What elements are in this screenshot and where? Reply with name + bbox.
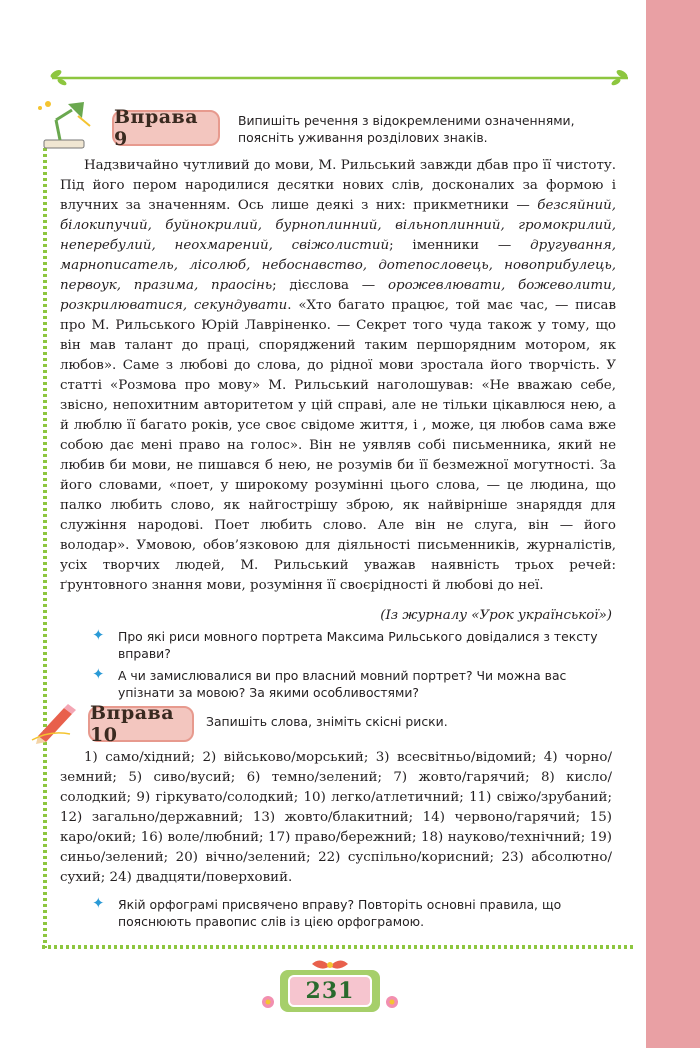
pencil-icon: [30, 700, 86, 744]
exercise-10-badge: Вправа 10: [88, 706, 194, 742]
exercise-9-prompt: Випишіть речення з відокремленими означеннями, поясніть уживання розділових знаків.: [238, 113, 575, 145]
exercise-9-source: (Із журналу «Урок української»): [380, 608, 612, 623]
star-bullet-icon: ✦: [92, 626, 105, 644]
text-run: ; дієслова —: [272, 278, 388, 293]
question-text: Про які риси мовного портрета Максима Рильського довідалися з тексту вправи?: [118, 629, 598, 661]
exercise-9-paragraph: [60, 156, 616, 596]
left-dotted-border: [42, 148, 48, 948]
text-run: . «Хто багато працює, той має час, — писав про М. Рильського Юрій Лавріненко. — Секрет того чуда також у тому, що він мав талант до праці, споряджений таким першорядним мотором, як любов». Саме з любові до слова, до рідної мови зростала його творчість. У статті «Розмова про мову» М. Рильський наголошував: «Не вважаю себе, звісно, непохитним авторитетом у цій справі, але не тільки цікавлюся нею, а й люблю її багато років, усе своє свідоме життя, і , може, ця любов сама вже собою дає мені право на голос». Він не уявляв собі письменника, який не любив би мови, не пишався б нею, не розумів би її безмежної могутності. За його словами, «поет, у широкому розумінні цього слова, — це людина, що палко любить слово, як найгострішу зброю, як найвірніше знаряддя для служіння народові. Поет любить слово. Але він не слуга, він — його володар». Умовою, обов’язковою для діяльності письменників, журналістів, усіх творчих людей, М. Рильський уважав наявність трьох речей: ґрунтовного знання мови, розуміння її своєрідності й любові до неї.: [60, 298, 616, 593]
question-item: [92, 896, 612, 930]
text-run: Надзвичайно чутливий до мови, М. Рильський завжди дбав про її чистоту. Під його пером народилися десятки нових слів, досконалих за формою і влучних за значенням. Ось лише деякі з них: прикметники —: [60, 158, 616, 213]
exercise-9-badge: Вправа 9: [112, 110, 220, 146]
exercise-10-questions: [92, 896, 612, 935]
page-number-frame: [280, 970, 380, 1012]
italic-word-list: орожевлювати, божеволити, розкрилюватися, секундувати: [60, 278, 616, 313]
question-text: А чи замислювалися ви про власний мовний портрет? Чи можна вас упізнати за мовою? За якими особливостями?: [118, 668, 567, 700]
italic-word-list: другування, марнописатель, лісолюб, небоснавство, дотепословець, новоприбулець, первоук, празима, праосінь: [60, 238, 616, 293]
bottom-dotted-border: [42, 944, 634, 950]
exercise-9-text: [60, 156, 616, 596]
star-bullet-icon: ✦: [92, 894, 105, 912]
exercise-9-questions: [92, 628, 612, 706]
desk-lamp-icon: [34, 96, 98, 152]
page-number: 231: [288, 975, 372, 1007]
exercise-10-prompt: Запишіть слова, зніміть скісні риски.: [206, 714, 448, 729]
question-item: [92, 667, 612, 701]
italic-word-list: безсяйний, білокипучий, буйнокрилий, бурноплинний, вільноплинний, громокрилий, неперебулий, неохмарений, свіжолистий: [60, 198, 616, 253]
text-run: ; іменники —: [389, 238, 531, 253]
question-text: Якій орфограмі присвячено вправу? Повторіть основні правила, що пояснюють правопис слів із цією орфограмою.: [118, 897, 562, 929]
side-decorative-band: [632, 0, 700, 1048]
exercise-10-word-list: 1) само/хідний; 2) військово/морський; 3) всесвітньо/відомий; 4) чорно/земний; 5) сиво/вусий; 6) темно/зелений; 7) жовто/гарячий; 8) кисло/солодкий; 9) гіркувато/солодкий; 10) легко/атлетичний; 11) свіжо/зрубаний; 12) загально/державний; 13) жовто/блакитний; 14) червоно/гарячий; 15) каро/окий; 16) воле/любний; 17) право/бережний; 18) науково/технічний; 19) синьо/зелений; 20) вічно/зелений; 22) суспільно/корисний; 23) абсолютно/сухий; 24) двадцяти/поверховий.: [60, 750, 612, 885]
top-vine-ornament: [46, 66, 634, 88]
scallop-border: [622, 0, 646, 1048]
star-bullet-icon: ✦: [92, 665, 105, 683]
question-item: [92, 628, 612, 662]
